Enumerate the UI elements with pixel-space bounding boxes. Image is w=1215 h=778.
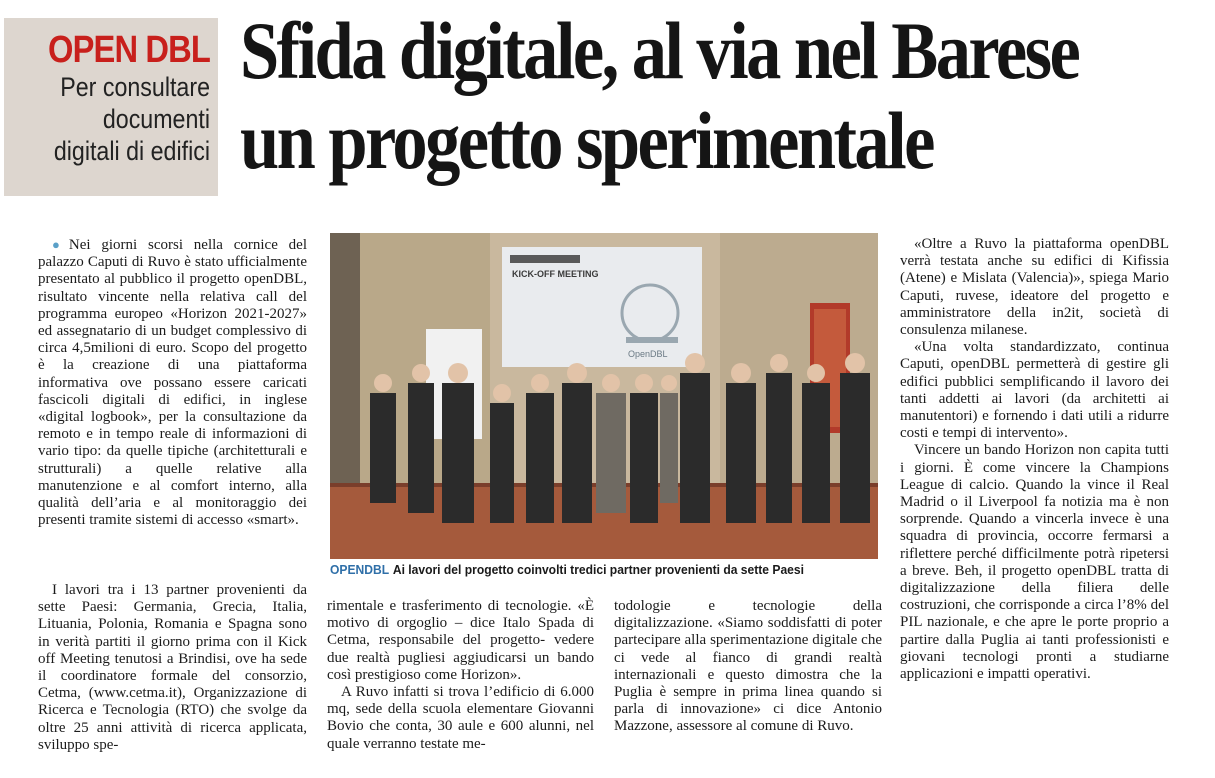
article-column-2 xyxy=(327,598,594,753)
kicker-box xyxy=(4,18,218,196)
screen-logo: OpenDBL xyxy=(628,349,668,359)
article-column-3 xyxy=(614,598,882,736)
column-1-paragraph-2: I lavori tra i 13 partner provenienti da sette Paesi: Germania, Grecia, Italia, Lituania, Polonia, Romania e Spagna sono in verità partiti il giorno prima con il Kick off Meeting tenutosi a Brindisi, ove ha sede il coordinatore formale del consorzio, Cetma, (www.cetma.it), Organizzazione di Ricerca e Tecnologia (RTO) che svolge da oltre 25 anni attività di ricerca applicata, sviluppo spe- xyxy=(38,582,307,753)
column-2-paragraph-1: rimentale e trasferimento di tecnologie. «È motivo di orgoglio – dice Italo Spada di Cetma, responsabile del progetto- vedere due realtà pugliesi aggiudicarsi un bando così prestigioso come Horizon». xyxy=(327,598,594,683)
kicker-subtitle-line-2: documenti xyxy=(102,104,210,134)
headline xyxy=(240,5,1079,186)
headline-line-2: un progetto sperimentale xyxy=(240,95,933,186)
meeting-photo-illustration xyxy=(330,233,878,559)
column-1-paragraph-1 xyxy=(38,236,307,582)
photo-caption xyxy=(330,562,851,577)
column-1-paragraph-1-text: Nei giorni scorsi nella cornice del palazzo Caputi di Ruvo è stato ufficialmente presentato al pubblico il progetto openDBL, risultato vincente nella relativa call del programma europeo «Horizon 2021-2027» ed assegnatario di un budget complessivo di circa 4,5milioni di euro. Scopo del progetto è la creazione di una piattaforma informativa ove possano essere caricati fascicoli digitali di edifici, in inglese «digital logbook», per la consultazione da remoto e in tempo reale di informazioni di vario tipo: da quelle tipiche (architetturali e strutturali) a quelle relative alla manutenzione e al comfort interno, alla qualità dell’aria e al monitoraggio dei presenti tramite sistemi di accesso «smart». xyxy=(38,237,307,529)
headline-line-1: Sfida digitale, al via nel Barese xyxy=(240,5,1079,96)
kicker-subtitle-line-3: digitali di edifici xyxy=(53,136,210,166)
column-2-paragraph-2: A Ruvo infatti si trova l’edificio di 6.000 mq, sede della scuola elementare Giovanni Bovio che conta, 30 aule e 600 alunni, nel quale verranno testate me- xyxy=(327,684,594,752)
article-photo xyxy=(330,233,878,559)
caption-text: Ai lavori del progetto coinvolti tredici partner provenienti da sette Paesi xyxy=(392,562,804,577)
article-column-4 xyxy=(900,236,1169,683)
column-4-paragraph-2: «Una volta standardizzato, continua Caputi, openDBL permetterà di gestire gli edifici pubblici semplificando il lavoro dei tanti addetti ai lavori (da architetti ai manutentori) e fornendo i dati utili a ridurre costi e tempi di intervento». xyxy=(900,339,1169,442)
bullet-icon: ● xyxy=(52,237,67,252)
kicker-subtitle-line-1: Per consultare xyxy=(60,72,210,102)
kicker-title: OPEN DBL xyxy=(48,29,211,71)
column-4-paragraph-3: Vincere un bando Horizon non capita tutti i giorni. È come vincere la Champions League di calcio. Quando la vince il Real Madrid o il Liverpool fa notizia ma è non sorprende. Quando a vincerla invece è una squadra di provincia, occorre fermarsi a riflettere perché difficilmente potrà ripetersi a breve. Beh, il progetto openDBL tratta di digitalizzazione della filiera delle costruzioni, che corrisponde a circa l’8% del PIL nazionale, e che apre le porte proprio a partire dalla Puglia ai tanti professionisti e giovani tecnologi pronti a studiarne applicazioni e impatti operativi. xyxy=(900,442,1169,683)
column-4-paragraph-1: «Oltre a Ruvo la piattaforma openDBL verrà testata anche su edifici di Kifissia (Atene) e Mislata (Valencia)», spiega Mario Caputi, ruvese, ideatore del progetto e amministratore della in2it, società di consulenza milanese. xyxy=(900,236,1169,339)
caption-tag: OPENDBL xyxy=(330,562,390,577)
article-column-1 xyxy=(38,236,307,754)
screen-title: KICK-OFF MEETING xyxy=(512,269,599,279)
column-3-paragraph-1: todologie e tecnologie della digitalizzazione. «Siamo soddisfatti di poter partecipare alla sperimentazione digitale che ci vede al fianco di grandi realtà internazionali e questo dimostra che la Puglia è sempre in prima linea quando si parla di innovazione» ci dice Antonio Mazzone, assessore al comune di Ruvo. xyxy=(614,598,882,735)
